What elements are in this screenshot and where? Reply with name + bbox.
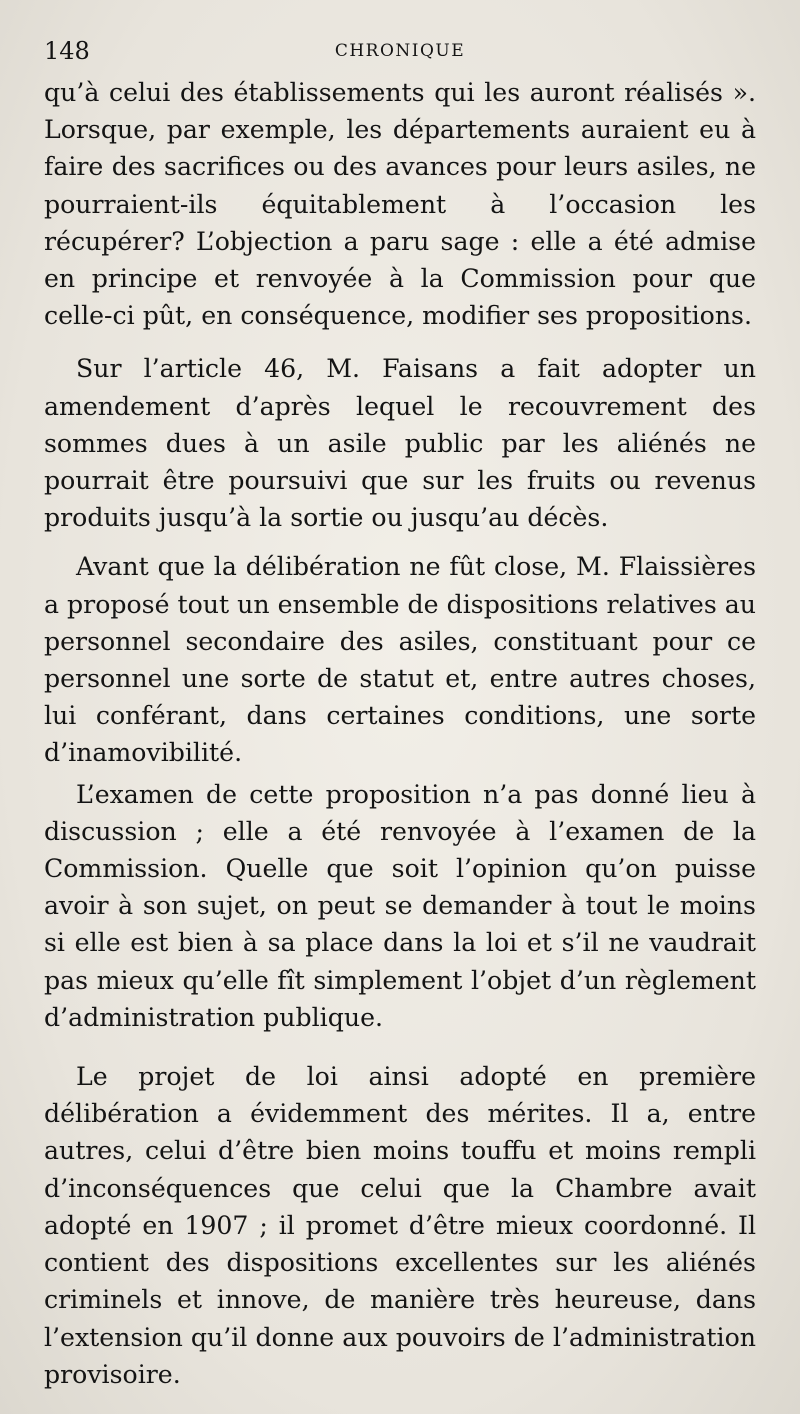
- body-text: [44, 74, 756, 1393]
- paragraph-3: Avant que la délibération ne fût close, M. Flaissières a proposé tout un ensemble de dispositions relatives au personnel secondaire des asiles, constituant pour ce personnel une sorte de statut et, entre autres choses, lui conférant, dans certaines conditions, une sorte d’inamovibilité.: [44, 552, 756, 768]
- paragraph-5: Le projet de loi ainsi adopté en première délibération a évidemment des mérites. Il a, entre autres, celui d’être bien moins touffu et moins rempli d’inconséquences que celui que la Chambre avait adopté en 1907 ; il promet d’être mieux coordonné. Il contient des dispositions excellentes sur les aliénés criminels et innove, de manière très heureuse, dans l’extension qu’il donne aux pouvoirs de l’administration provisoire.: [44, 1062, 756, 1389]
- running-head: CHRONIQUE: [334, 41, 466, 61]
- page-number: 148: [44, 37, 90, 65]
- paragraph-4: L’examen de cette proposition n’a pas donné lieu à discussion ; elle a été renvoyée à l’examen de la Commission. Quelle que soit l’opinion qu’on puisse avoir à son sujet, on peut se demander à tout le moins si elle est bien à sa place dans la loi et s’il ne vaudrait pas mieux qu’elle fît simplement l’objet d’un règlement d’administration publique.: [44, 779, 756, 1032]
- page-header: [44, 28, 756, 74]
- paragraph-2: Sur l’article 46, M. Faisans a fait adopter un amendement d’après lequel le recouvrement des sommes dues à un asile public par les aliénés ne pourrait être poursuivi que sur les fruits ou revenus produits jusqu’à la sortie ou jusqu’au décès.: [44, 354, 756, 533]
- paragraph-1: qu’à celui des établissements qui les auront réalisés ». Lorsque, par exemple, les départements auraient eu à faire des sacrifices ou des avances pour leurs asiles, ne pourraient-ils équitablement à l’occasion les récupérer? L’objection a paru sage : elle a été admise en principe et renvoyée à la Commission pour que celle-ci pût, en conséquence, modifier ses propositions.: [44, 78, 756, 331]
